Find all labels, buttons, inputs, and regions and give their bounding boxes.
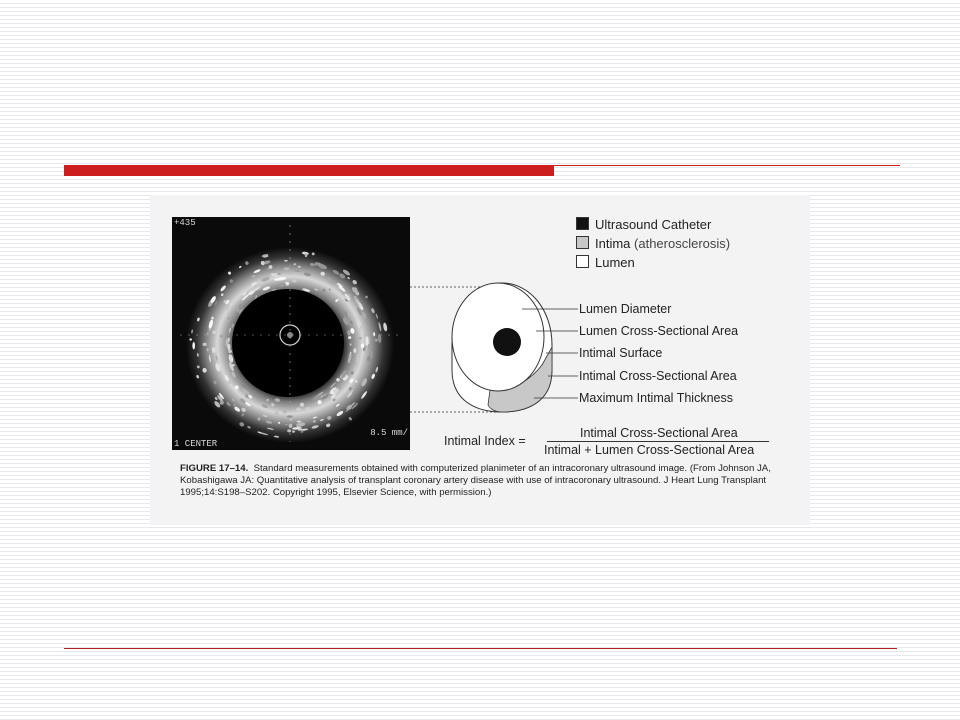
intimal-index-label: Intimal Index =	[444, 434, 526, 448]
intimal-index-denominator: Intimal + Lumen Cross-Sectional Area	[544, 443, 755, 457]
callout-intimal-area: Intimal Cross-Sectional Area	[579, 369, 737, 383]
intimal-index-numerator: Intimal Cross-Sectional Area	[580, 426, 738, 440]
title-rule	[554, 165, 900, 166]
legend-item-intima	[576, 236, 730, 251]
caption-text: Standard measurements obtained with computerized planimeter of an intracoronary ultrasound image. (From Johnson JA, Kobashigawa JA: Quantitative analysis of transplant coronary artery disease with use of intracoronary ultrasound. J Heart Lung Transplant 1995;14:S198–S202. Copyright 1995, Elsevier Science, with permission.)	[180, 463, 771, 498]
callout-max-thickness: Maximum Intimal Thickness	[579, 391, 733, 405]
catheter-swatch	[576, 217, 589, 230]
legend-label: Intima	[595, 236, 631, 251]
title-accent-bar	[64, 165, 554, 176]
legend-label: Lumen	[595, 255, 635, 270]
catheter-mark	[493, 328, 521, 356]
image-scale-label: 8.5 mm/	[370, 428, 408, 438]
legend-label: Ultrasound Catheter	[595, 217, 712, 232]
legend-sublabel: (atherosclerosis)	[630, 236, 731, 251]
callout-lumen-area: Lumen Cross-Sectional Area	[579, 324, 739, 338]
figure-number: FIGURE 17–14.	[180, 463, 249, 474]
figure-caption	[180, 463, 780, 499]
callout-lumen-diameter: Lumen Diameter	[579, 302, 672, 316]
figure-panel	[150, 195, 810, 525]
footer-rule	[64, 648, 897, 649]
legend-item-lumen	[576, 255, 635, 270]
lumen-swatch	[576, 255, 589, 268]
fraction-bar	[547, 441, 769, 442]
callout-intimal-surface: Intimal Surface	[579, 346, 663, 360]
image-corner-label-bottom-left: 1 CENTER	[174, 439, 218, 449]
legend-item-catheter	[576, 217, 711, 232]
image-corner-label-top: +435	[174, 218, 196, 228]
intima-swatch	[576, 236, 589, 249]
